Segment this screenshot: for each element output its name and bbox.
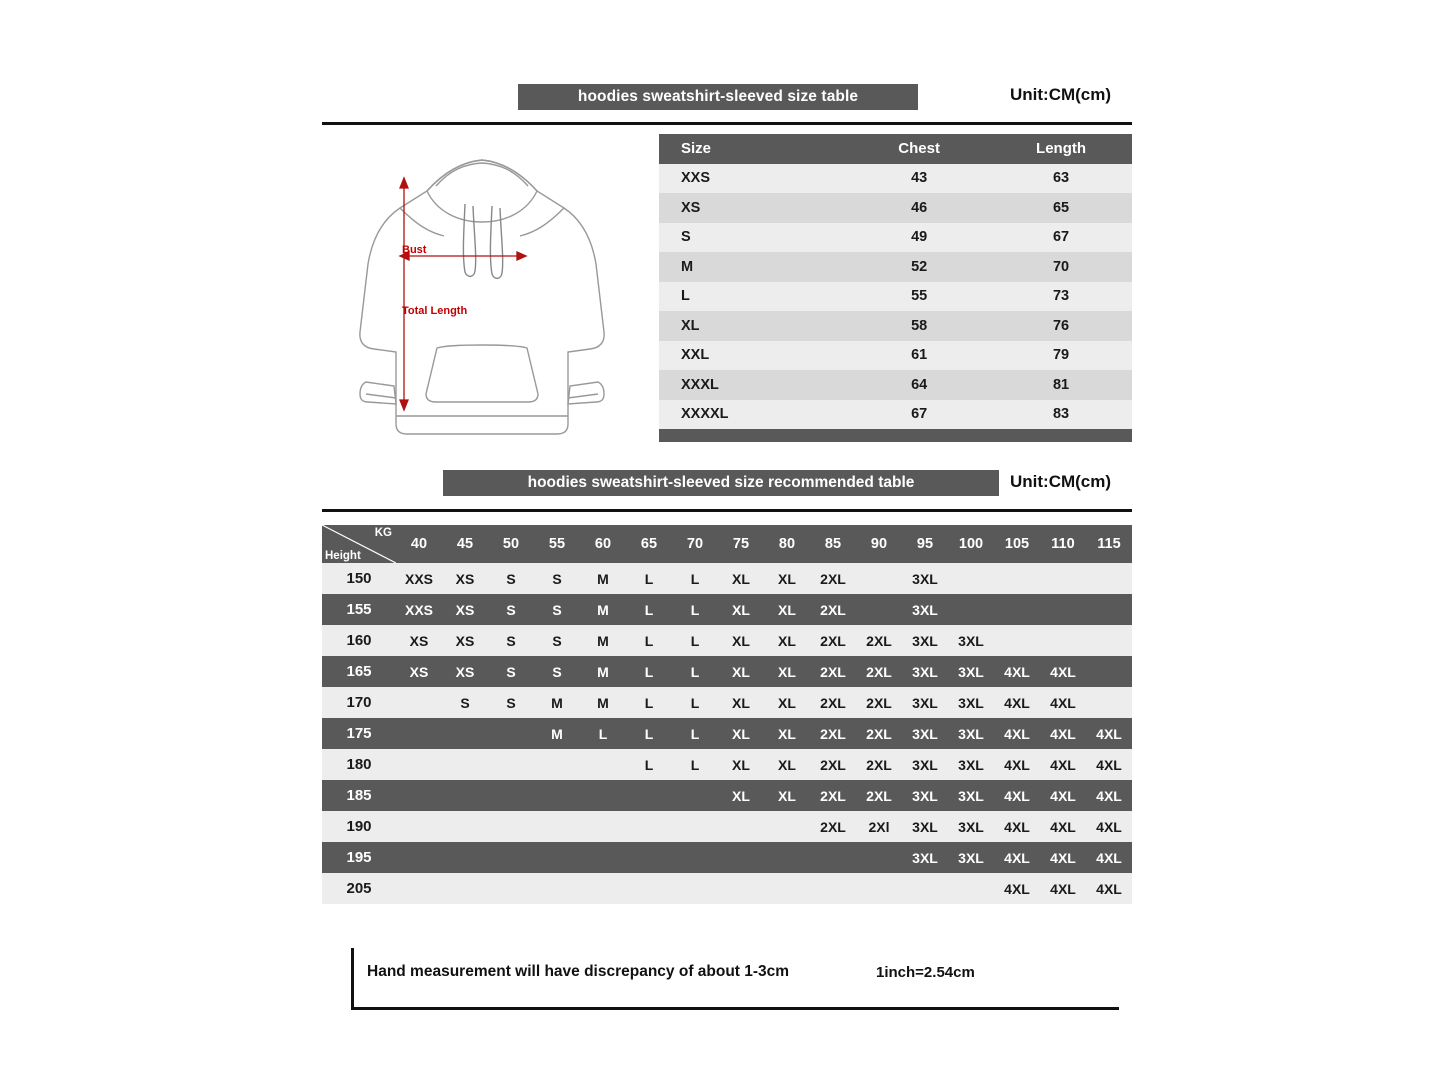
size-cell [810, 842, 856, 873]
total-length-label: Total Length [402, 305, 468, 317]
size-cell [442, 811, 488, 842]
size-cell [396, 842, 442, 873]
size-cell [396, 811, 442, 842]
size-cell: XS [442, 625, 488, 656]
size-cell [1040, 594, 1086, 625]
size-cell: XL [764, 780, 810, 811]
size-cell: S [488, 594, 534, 625]
size-cell: M [580, 563, 626, 594]
size-cell: 3XL [948, 811, 994, 842]
size-cell: 4XL [994, 718, 1040, 749]
size-cell: 2XL [856, 625, 902, 656]
size-cell: 2XL [856, 656, 902, 687]
height-axis-label: Height [325, 550, 361, 562]
bust-label: Bust [402, 244, 427, 256]
size-cell: M [580, 687, 626, 718]
size-cell [626, 811, 672, 842]
size-cell: S [488, 625, 534, 656]
size-cell: 4XL [1086, 873, 1132, 904]
size-cell [856, 842, 902, 873]
inch-conversion-note: 1inch=2.54cm [876, 964, 975, 981]
size-cell [764, 873, 810, 904]
size-cell: 4XL [1040, 811, 1086, 842]
divider-top [322, 122, 1132, 125]
size-cell: 2XL [810, 625, 856, 656]
size-table-header-size: Size [659, 134, 848, 164]
size-cell: S [488, 687, 534, 718]
size-cell [580, 873, 626, 904]
weight-header-40: 40 [396, 525, 442, 563]
size-cell [580, 811, 626, 842]
size-cell: M [580, 594, 626, 625]
size-cell [994, 625, 1040, 656]
size-cell [718, 811, 764, 842]
size-cell: L [626, 656, 672, 687]
cell-size: XL [659, 311, 848, 341]
size-cell: L [626, 718, 672, 749]
weight-header-55: 55 [534, 525, 580, 563]
size-cell: 4XL [1040, 873, 1086, 904]
size-cell: XXS [396, 594, 442, 625]
cell-length: 81 [990, 370, 1132, 400]
size-cell: S [488, 656, 534, 687]
cell-length: 67 [990, 223, 1132, 253]
size-cell: 2XL [856, 687, 902, 718]
size-cell: 3XL [948, 842, 994, 873]
size-cell: L [672, 687, 718, 718]
row-height-label: 160 [322, 625, 396, 656]
table-row [322, 718, 1132, 749]
cell-length: 73 [990, 282, 1132, 312]
size-cell [856, 873, 902, 904]
size-cell: L [626, 594, 672, 625]
size-cell [626, 873, 672, 904]
table-row [659, 341, 1132, 371]
size-table-header-length: Length [990, 134, 1132, 164]
table-row [659, 311, 1132, 341]
size-cell: 3XL [948, 718, 994, 749]
size-cell: XXS [396, 563, 442, 594]
size-cell: 2XL [810, 563, 856, 594]
size-cell: 4XL [1086, 842, 1132, 873]
size-cell: XL [718, 749, 764, 780]
size-table-footer-bar [659, 429, 1132, 442]
cell-size: XXL [659, 341, 848, 371]
size-cell [764, 842, 810, 873]
size-cell [856, 594, 902, 625]
size-cell: L [580, 718, 626, 749]
footer-left-rule [351, 948, 354, 1010]
section2-title: hoodies sweatshirt-sleeved size recommended table [443, 470, 999, 496]
size-cell [396, 718, 442, 749]
size-cell [580, 842, 626, 873]
row-height-label: 195 [322, 842, 396, 873]
size-cell: L [672, 749, 718, 780]
size-cell [442, 842, 488, 873]
size-cell [948, 873, 994, 904]
weight-header-60: 60 [580, 525, 626, 563]
weight-header-70: 70 [672, 525, 718, 563]
size-cell: 3XL [902, 563, 948, 594]
size-cell: 3XL [902, 656, 948, 687]
size-cell: XL [764, 687, 810, 718]
size-table-header-row [659, 134, 1132, 164]
size-cell: XL [718, 780, 764, 811]
size-cell: S [534, 656, 580, 687]
table-row [659, 370, 1132, 400]
size-cell [442, 749, 488, 780]
cell-chest: 61 [848, 341, 990, 371]
size-cell: XS [442, 656, 488, 687]
size-cell [672, 873, 718, 904]
size-cell [442, 780, 488, 811]
size-cell [442, 873, 488, 904]
size-cell: 2XL [856, 718, 902, 749]
weight-header-80: 80 [764, 525, 810, 563]
cell-length: 65 [990, 193, 1132, 223]
size-cell [902, 873, 948, 904]
size-cell [856, 563, 902, 594]
size-cell: 2XL [810, 687, 856, 718]
size-cell: 4XL [1040, 718, 1086, 749]
section1-title: hoodies sweatshirt-sleeved size table [518, 84, 918, 110]
row-height-label: 205 [322, 873, 396, 904]
cell-chest: 46 [848, 193, 990, 223]
size-cell: XL [718, 687, 764, 718]
size-table [659, 134, 1132, 442]
cell-chest: 55 [848, 282, 990, 312]
table-row [659, 282, 1132, 312]
size-cell: 4XL [1040, 656, 1086, 687]
row-height-label: 180 [322, 749, 396, 780]
size-cell: XL [718, 718, 764, 749]
cell-chest: 64 [848, 370, 990, 400]
size-cell: 2XL [810, 718, 856, 749]
table-row [659, 252, 1132, 282]
size-cell: 4XL [994, 687, 1040, 718]
size-cell: 2XL [810, 780, 856, 811]
size-cell: 2XL [856, 780, 902, 811]
size-cell: XS [442, 594, 488, 625]
table-row [322, 749, 1132, 780]
weight-header-115: 115 [1086, 525, 1132, 563]
size-cell [442, 718, 488, 749]
cell-length: 83 [990, 400, 1132, 430]
size-cell: 3XL [948, 625, 994, 656]
recommended-table-header-row [322, 525, 1132, 563]
row-height-label: 190 [322, 811, 396, 842]
row-height-label: 165 [322, 656, 396, 687]
size-cell: 2XL [810, 594, 856, 625]
size-cell: 4XL [1040, 749, 1086, 780]
size-cell [488, 873, 534, 904]
cell-size: XXXXL [659, 400, 848, 430]
size-cell: L [672, 625, 718, 656]
cell-chest: 58 [848, 311, 990, 341]
table-row [322, 563, 1132, 594]
size-cell [672, 780, 718, 811]
size-cell: S [534, 563, 580, 594]
size-cell: XL [718, 656, 764, 687]
row-height-label: 150 [322, 563, 396, 594]
size-cell: 3XL [948, 749, 994, 780]
size-cell: 3XL [902, 780, 948, 811]
recommended-size-table [322, 525, 1132, 904]
row-height-label: 175 [322, 718, 396, 749]
size-cell: 4XL [1086, 718, 1132, 749]
table-row [659, 193, 1132, 223]
weight-header-100: 100 [948, 525, 994, 563]
cell-length: 76 [990, 311, 1132, 341]
size-cell: 4XL [994, 873, 1040, 904]
table-row [322, 780, 1132, 811]
size-cell [396, 749, 442, 780]
size-cell: XL [764, 656, 810, 687]
size-cell: XL [764, 625, 810, 656]
size-cell: XL [718, 625, 764, 656]
cell-size: L [659, 282, 848, 312]
table-row [322, 873, 1132, 904]
weight-header-45: 45 [442, 525, 488, 563]
section2-unit-label: Unit:CM(cm) [1010, 472, 1112, 491]
size-cell [488, 811, 534, 842]
size-cell: 2XL [856, 749, 902, 780]
weight-header-85: 85 [810, 525, 856, 563]
size-cell: M [580, 625, 626, 656]
row-height-label: 185 [322, 780, 396, 811]
size-cell: 4XL [994, 811, 1040, 842]
weight-header-105: 105 [994, 525, 1040, 563]
size-cell [1086, 656, 1132, 687]
size-cell: 2XL [810, 656, 856, 687]
table-row [322, 656, 1132, 687]
size-cell: XS [396, 625, 442, 656]
table-row [659, 164, 1132, 194]
divider-middle [322, 509, 1132, 512]
size-cell: M [580, 656, 626, 687]
size-cell [718, 873, 764, 904]
size-cell [488, 780, 534, 811]
size-cell: 4XL [1086, 749, 1132, 780]
size-cell [396, 780, 442, 811]
size-cell: S [534, 625, 580, 656]
size-cell [534, 749, 580, 780]
table-row [322, 625, 1132, 656]
size-cell [948, 563, 994, 594]
hoodie-drawing-icon [332, 136, 632, 456]
footer-bar-cell [659, 429, 848, 442]
size-cell: M [534, 718, 580, 749]
size-cell [534, 780, 580, 811]
size-cell: 3XL [902, 718, 948, 749]
row-height-label: 155 [322, 594, 396, 625]
size-cell: 4XL [994, 749, 1040, 780]
size-cell: M [534, 687, 580, 718]
size-cell [534, 873, 580, 904]
size-cell: L [626, 687, 672, 718]
size-cell: L [672, 563, 718, 594]
size-cell: L [672, 656, 718, 687]
weight-header-65: 65 [626, 525, 672, 563]
kg-axis-label: KG [374, 527, 392, 539]
cell-size: M [659, 252, 848, 282]
size-cell: L [672, 718, 718, 749]
size-cell [488, 718, 534, 749]
size-cell [580, 749, 626, 780]
size-cell: 4XL [1040, 780, 1086, 811]
size-cell: L [672, 594, 718, 625]
size-cell: 4XL [994, 780, 1040, 811]
size-cell: 4XL [1086, 811, 1132, 842]
size-cell: L [626, 563, 672, 594]
size-cell: XL [764, 749, 810, 780]
size-cell [718, 842, 764, 873]
size-cell: XL [764, 563, 810, 594]
cell-length: 70 [990, 252, 1132, 282]
row-height-label: 170 [322, 687, 396, 718]
size-cell: 3XL [902, 842, 948, 873]
cell-size: XS [659, 193, 848, 223]
size-cell: 3XL [902, 625, 948, 656]
cell-size: S [659, 223, 848, 253]
footer-bar-cell [848, 429, 990, 442]
size-cell [488, 842, 534, 873]
weight-header-110: 110 [1040, 525, 1086, 563]
size-cell [396, 687, 442, 718]
size-cell [626, 780, 672, 811]
cell-chest: 49 [848, 223, 990, 253]
size-cell: 4XL [1040, 687, 1086, 718]
size-cell: XL [718, 594, 764, 625]
axis-corner-cell [322, 525, 396, 563]
weight-header-90: 90 [856, 525, 902, 563]
section1-unit-label: Unit:CM(cm) [1010, 85, 1112, 104]
size-cell [534, 842, 580, 873]
size-cell: 3XL [948, 780, 994, 811]
table-row [659, 400, 1132, 430]
cell-chest: 52 [848, 252, 990, 282]
cell-length: 63 [990, 164, 1132, 194]
size-cell [488, 749, 534, 780]
table-row [322, 842, 1132, 873]
table-row [322, 687, 1132, 718]
size-cell: L [626, 749, 672, 780]
size-cell [534, 811, 580, 842]
size-cell [672, 811, 718, 842]
size-cell [994, 594, 1040, 625]
size-cell [810, 873, 856, 904]
cell-size: XXXL [659, 370, 848, 400]
size-cell [626, 842, 672, 873]
size-cell [1086, 563, 1132, 594]
cell-length: 79 [990, 341, 1132, 371]
size-cell: 2Xl [856, 811, 902, 842]
cell-size: XXS [659, 164, 848, 194]
table-row [659, 223, 1132, 253]
footer-bottom-rule [351, 1007, 1119, 1010]
size-cell [396, 873, 442, 904]
table-row [322, 594, 1132, 625]
size-cell [1086, 625, 1132, 656]
size-cell: XL [764, 718, 810, 749]
table-row [322, 811, 1132, 842]
size-cell [948, 594, 994, 625]
size-cell [764, 811, 810, 842]
size-cell: 3XL [948, 687, 994, 718]
cell-chest: 43 [848, 164, 990, 194]
hoodie-illustration [332, 136, 632, 456]
footer-bar-cell [990, 429, 1132, 442]
size-cell: L [626, 625, 672, 656]
size-cell: 3XL [902, 687, 948, 718]
size-cell [1040, 625, 1086, 656]
size-cell [580, 780, 626, 811]
size-cell [994, 563, 1040, 594]
size-cell: 4XL [1086, 780, 1132, 811]
weight-header-50: 50 [488, 525, 534, 563]
size-cell: 3XL [902, 749, 948, 780]
size-cell [672, 842, 718, 873]
size-cell: S [534, 594, 580, 625]
size-cell: 2XL [810, 749, 856, 780]
size-cell: 3XL [948, 656, 994, 687]
size-table-header-chest: Chest [848, 134, 990, 164]
size-cell: XL [718, 563, 764, 594]
size-cell: S [488, 563, 534, 594]
size-cell: 3XL [902, 594, 948, 625]
size-cell: XS [442, 563, 488, 594]
size-cell: 4XL [994, 656, 1040, 687]
size-cell: 2XL [810, 811, 856, 842]
weight-header-95: 95 [902, 525, 948, 563]
size-cell: S [442, 687, 488, 718]
size-cell: XS [396, 656, 442, 687]
size-cell [1040, 563, 1086, 594]
size-cell [1086, 687, 1132, 718]
weight-header-75: 75 [718, 525, 764, 563]
cell-chest: 67 [848, 400, 990, 430]
size-cell: XL [764, 594, 810, 625]
size-cell: 4XL [994, 842, 1040, 873]
size-cell: 4XL [1040, 842, 1086, 873]
size-cell [1086, 594, 1132, 625]
measurement-disclaimer: Hand measurement will have discrepancy of about 1-3cm [367, 963, 790, 980]
size-cell: 3XL [902, 811, 948, 842]
